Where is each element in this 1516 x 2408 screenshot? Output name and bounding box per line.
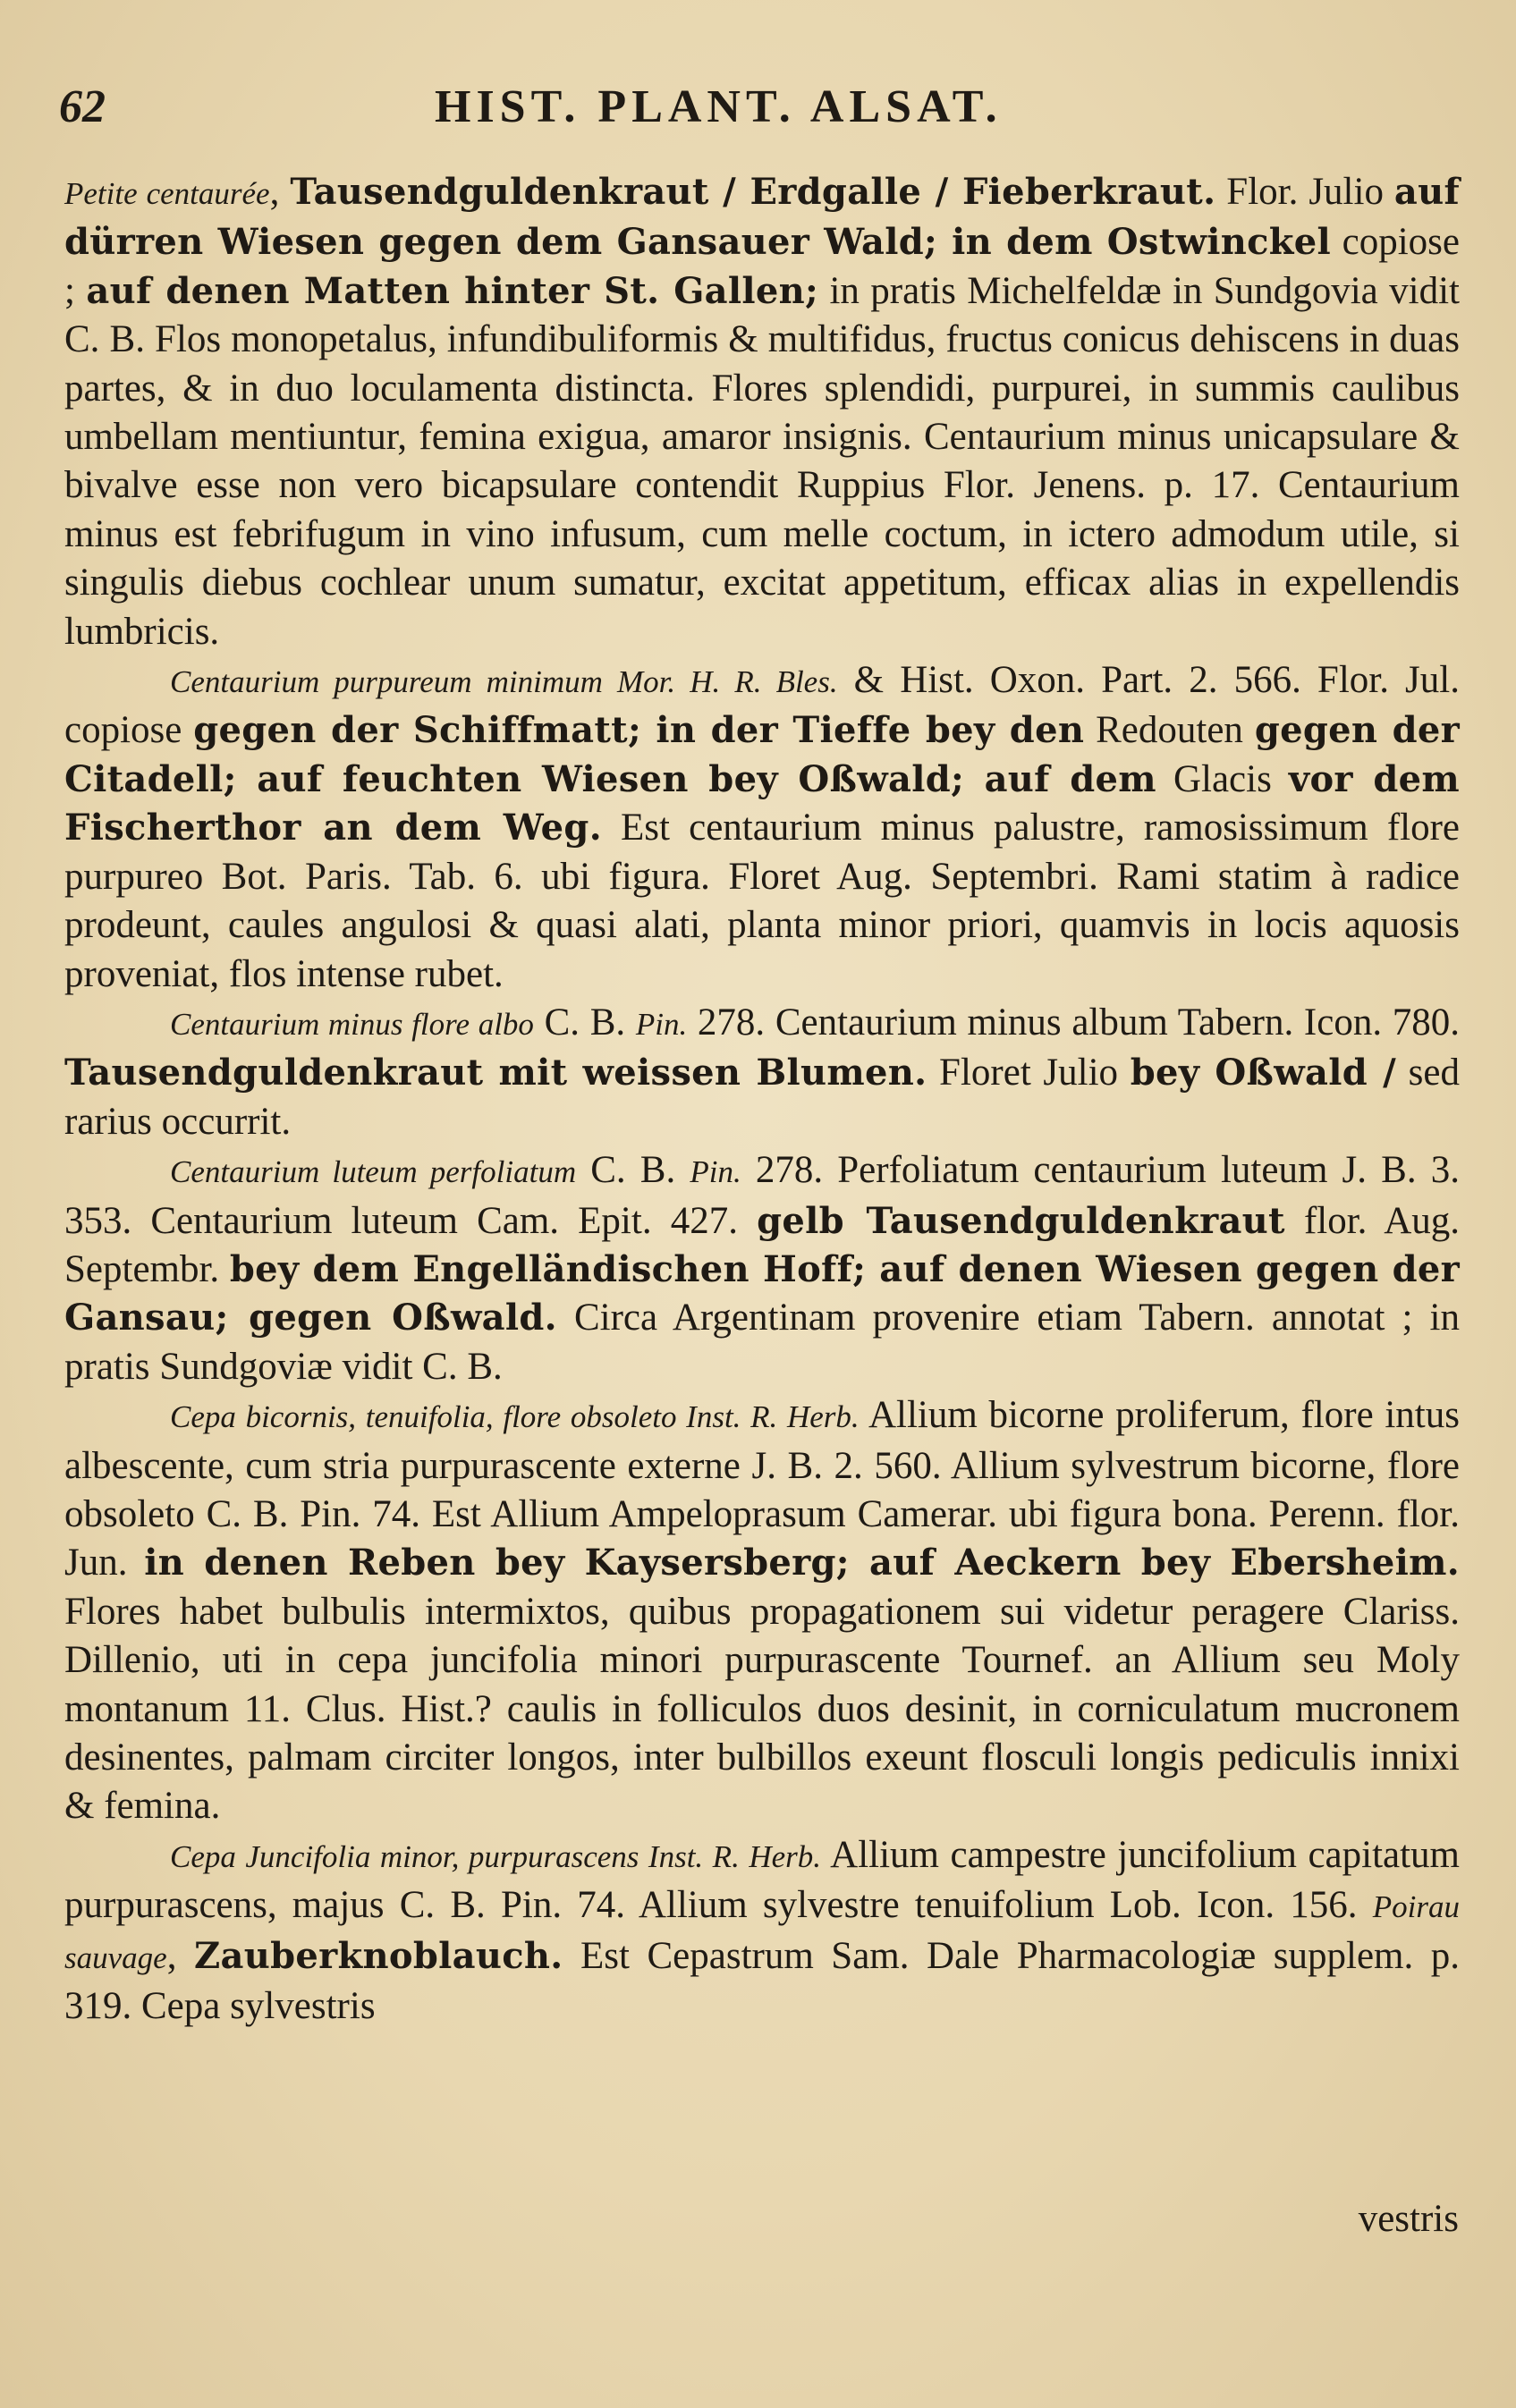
latin-text-run: Circa Argentinam provenire etiam Tabern. annotat ; in pratis Sundgoviæ vidit C. B. — [64, 1297, 1460, 1388]
latin-text-run: Flor. Julio — [1215, 171, 1394, 213]
latin-text-run: , — [269, 171, 291, 213]
italic-text-run: Poirau sauvage — [64, 1889, 1460, 1975]
german-text-run: Zauberknoblauch. — [193, 1934, 563, 1977]
italic-text-run: Cepa bicornis, tenuifolia, flore obsoleto Inst. R. Herb. — [170, 1399, 860, 1435]
latin-text-run: flor. Aug. Septembr. — [64, 1199, 1460, 1290]
italic-text-run: Petite centaurée — [64, 176, 270, 211]
latin-text-run: C. B. — [533, 1001, 636, 1043]
german-text-run: bey Oßwald / — [1130, 1052, 1397, 1094]
italic-text-run: Pin. — [635, 1006, 688, 1042]
paragraph-cepa-bicornis — [64, 1391, 1460, 1831]
paragraph-centaurium-luteum — [64, 1146, 1460, 1391]
german-text-run: vor dem Fischerthor an dem Weg. — [64, 757, 1460, 849]
paragraph-centaurium — [64, 168, 1460, 656]
latin-text-run: in pratis Michelfeldæ in Sundgovia vidit C. B. Flos monopetalus, infundibuliformis & multifidus, fructus conicus dehiscens in duas partes, & in duo loculamenta distincta. Flores splendidi, purpurei, in summis caulibus umbellam mentiuntur, femina exigua, amaror insignis. Centaurium minus unicapsulare & bivalve esse non vero bicapsulare contendit Ruppius Flor. Jenens. p. 17. Centaurium minus est febrifugum in vino infusum, cum melle coctum, in ictero admodum utile, si singulis diebus cochlear unum sumatur, excitat appetitum, efficax alias in expellendis lumbricis. — [64, 269, 1460, 653]
german-text-run: Tausendguldenkraut mit weissen Blumen. — [64, 1052, 927, 1094]
latin-text-run: Allium campestre juncifolium capitatum purpurascens, majus C. B. Pin. 74. Allium sylvestre tenuifolium Lob. Icon. 156. — [64, 1833, 1460, 1927]
italic-text-run: Cepa Juncifolia minor, purpurascens Inst. R. Herb. — [170, 1838, 822, 1874]
latin-text-run: Allium bicorne proliferum, flore intus albescente, cum stria purpurascente externe J. B. 2. 560. Allium sylvestrum bicorne, flore obsoleto C. B. Pin. 74. Est Allium Ampeloprasum Camerar. ubi figura bona. Perenn. flor. Jun. — [64, 1394, 1460, 1584]
page-body — [64, 168, 1460, 2031]
german-text-run: Tausendguldenkraut / Erdgalle / Fieberkraut. — [290, 171, 1216, 213]
german-text-run: auf dürren Wiesen gegen dem Gansauer Wald; in dem Ostwinckel — [64, 171, 1461, 264]
latin-text-run: & Hist. Oxon. Part. 2. 566. Flor. Jul. copiose — [64, 659, 1460, 752]
page-number: 62 — [59, 81, 106, 132]
paragraph-centaurium-purpureum — [64, 656, 1460, 999]
german-text-run: gegen der Citadell; auf feuchten Wiesen bey Oßwald; auf dem — [64, 709, 1460, 800]
latin-text-run: Est Cepastrum Sam. Dale Pharmacologiæ supplem. p. 319. Cepa sylvestris — [64, 1934, 1460, 2028]
german-text-run: gegen der Schiffmatt; in der Tieffe bey den — [193, 709, 1085, 752]
latin-text-run: Flores habet bulbulis intermixtos, quibus propagationem sui videtur peragere Clariss. Dillenio, uti in cepa juncifolia minori purpurascente Tournef. an Allium seu Moly montanum 11. Clus. Hist.? caulis in folliculos duos desinit, in corniculatum mucronem desinentes, palmam circiter longos, inter bulbillos exeunt flosculi longis pediculis innixi & femina. — [64, 1590, 1460, 1828]
latin-text-run: 278. Perfoliatum centaurium luteum J. B. 3. 353. Centaurium luteum Cam. Epit. 427. — [64, 1149, 1460, 1242]
latin-text-run: C. B. — [576, 1149, 690, 1192]
german-text-run: gelb Tausendguldenkraut — [757, 1199, 1285, 1242]
latin-text-run: sed rarius occurrit. — [64, 1052, 1460, 1143]
latin-text-run: Est centaurium minus palustre, ramosissimum flore purpureo Bot. Paris. Tab. 6. ubi figura. Floret Aug. Septembri. Rami statim à radice prodeunt, caules angulosi & quasi alati, planta minor priori, quamvis in locis aquosis proveniat, flos intense rubet. — [64, 807, 1460, 995]
paragraph-cepa-juncifolia — [64, 1831, 1460, 2032]
latin-text-run: Floret Julio — [927, 1052, 1131, 1094]
paragraph-centaurium-album — [64, 999, 1460, 1146]
italic-text-run: Centaurium minus flore albo — [170, 1006, 534, 1042]
page-header — [59, 72, 1462, 143]
latin-text-run: Glacis — [1156, 757, 1289, 800]
latin-text-run: , — [166, 1934, 194, 1977]
german-text-run: bey dem Engelländischen Hoff; auf denen Wiesen gegen der Gansau; gegen Oßwald. — [64, 1247, 1460, 1339]
catchword: vestris — [1358, 2198, 1459, 2240]
italic-text-run: Centaurium purpureum minimum Mor. H. R. Bles. — [170, 664, 838, 700]
latin-text-run: Redouten — [1084, 709, 1255, 752]
italic-text-run: Pin. — [690, 1154, 741, 1190]
italic-text-run: Centaurium luteum perfoliatum — [170, 1154, 577, 1190]
german-text-run: auf denen Matten hinter St. Gallen; — [86, 269, 819, 312]
latin-text-run: 278. Centaurium minus album Tabern. Icon. 780. — [687, 1001, 1461, 1043]
latin-text-run: copiose ; — [64, 221, 1460, 312]
german-text-run: in denen Reben bey Kaysersberg; auf Aeckern bey Ebersheim. — [144, 1542, 1460, 1584]
running-title: HIST. PLANT. ALSAT. — [435, 81, 1003, 132]
